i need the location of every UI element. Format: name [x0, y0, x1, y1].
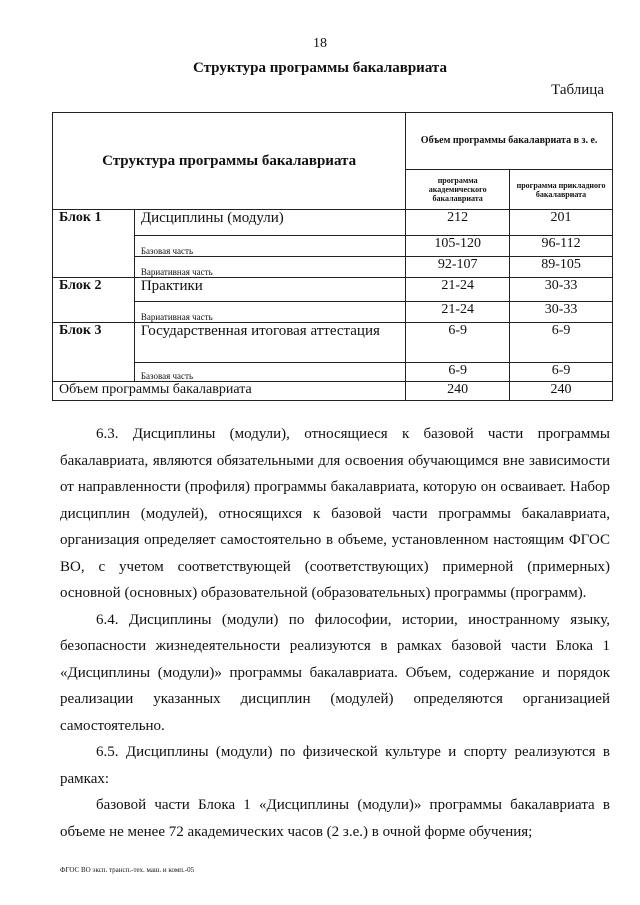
header-structure: Структура программы бакалавриата	[53, 113, 406, 210]
row-name: Вариативная часть	[134, 257, 405, 278]
table-row	[53, 257, 613, 278]
block-cell: Блок 3	[53, 323, 135, 382]
structure-table	[52, 112, 613, 401]
value-academic: 21-24	[406, 278, 510, 302]
value-applied: 30-33	[510, 278, 613, 302]
value-academic: 105-120	[406, 236, 510, 257]
table-total-row	[53, 382, 613, 401]
value-applied: 6-9	[510, 323, 613, 363]
body-text	[60, 421, 610, 845]
block-cell: Блок 1	[53, 210, 135, 278]
table-row	[53, 278, 613, 302]
table-row	[53, 210, 613, 236]
paragraph-6-5-item: базовой части Блока 1 «Дисциплины (модули)» программы бакалавриата в объеме не менее 72 академических часов (2 з.е.) в очной форме обучения;	[60, 797, 610, 840]
value-applied: 6-9	[510, 363, 613, 382]
value-applied: 30-33	[510, 302, 613, 323]
table-row	[53, 323, 613, 363]
header-applied: программа прикладного бакалавриата	[510, 170, 613, 210]
value-academic: 92-107	[406, 257, 510, 278]
paragraph-6-3: 6.3. Дисциплины (модули), относящиеся к базовой части программы бакалавриата, являются обязательными для освоения обучающимся вне зависимости от направленности (профиля) программы бакалавриата, которую он осваивает. Набор дисциплин (модулей), относящихся к базовой части программы бакалавриата, организация определяет самостоятельно в объеме, установленном настоящим ФГОС ВО, с учетом соответствующей (соответствующих) примерной (примерных) основной (основных) образовательной (образовательных) программы (программ).	[60, 426, 610, 601]
total-label: Объем программы бакалавриата	[53, 382, 406, 401]
row-name: Вариативная часть	[134, 302, 405, 323]
value-academic: 6-9	[406, 363, 510, 382]
header-volume: Объем программы бакалавриата в з. е.	[406, 113, 613, 170]
paragraph-6-5: 6.5. Дисциплины (модули) по физической культуре и спорту реализуются в рамках:	[60, 744, 610, 787]
paragraph-6-4: 6.4. Дисциплины (модули) по философии, истории, иностранному языку, безопасности жизнедеятельности реализуются в рамках базовой части Блока 1 «Дисциплины (модули)» программы бакалавриата. Объем, содержание и порядок реализации указанных дисциплин (модулей) определяются организацией самостоятельно.	[60, 611, 610, 734]
total-academic: 240	[406, 382, 510, 401]
row-name: Дисциплины (модули)	[134, 210, 405, 236]
value-applied: 96-112	[510, 236, 613, 257]
page-number: 18	[313, 36, 327, 51]
value-applied: 89-105	[510, 257, 613, 278]
table-label: Таблица	[551, 82, 604, 98]
row-name: Государственная итоговая аттестация	[134, 323, 405, 363]
row-name: Базовая часть	[134, 363, 405, 382]
row-name: Базовая часть	[134, 236, 405, 257]
value-academic: 21-24	[406, 302, 510, 323]
table-row	[53, 236, 613, 257]
row-name: Практики	[134, 278, 405, 302]
footer-code: ФГОС ВО эксп. трансп.-тех. маш. и комп.-05	[60, 866, 195, 874]
value-academic: 212	[406, 210, 510, 236]
page-title: Структура программы бакалавриата	[193, 60, 447, 76]
value-academic: 6-9	[406, 323, 510, 363]
header-academic: программа академического бакалавриата	[406, 170, 510, 210]
total-applied: 240	[510, 382, 613, 401]
table-row	[53, 363, 613, 382]
value-applied: 201	[510, 210, 613, 236]
table-row	[53, 302, 613, 323]
block-cell: Блок 2	[53, 278, 135, 323]
